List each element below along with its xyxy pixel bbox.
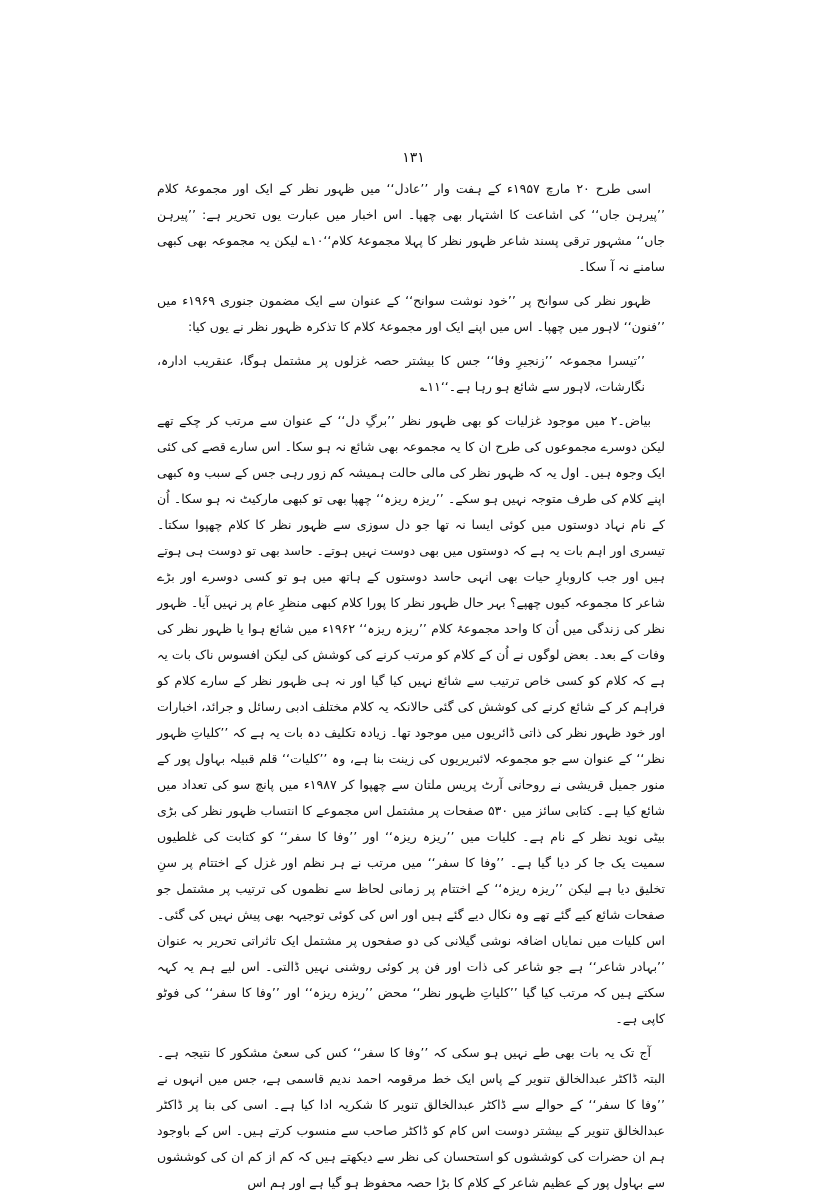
paragraph-4: آج تک یہ بات بھی طے نہیں ہو سکی کہ ’’وفا کا سفر‘‘ کس کی سعیٔ مشکور کا نتیجہ ہے۔ البتہ ڈاکٹر عبدالخالق تنویر کے پاس ایک خط مرقومہ احمد ندیم قاسمی ہے، جس میں انہوں نے ’’وفا کا سفر‘‘ کے حوالے سے ڈاکٹر عبدالخالق تنویر کا شکریہ ادا کیا ہے۔ اسی کی بنا پر ڈاکٹر عبدالخالق تنویر کے بیشتر دوست اس کام کو ڈاکٹر صاحب سے منسوب کرتے ہیں۔ اس کے باوجود ہم ان حضرات کی کوششوں کو استحسان کی نظر سے دیکھتے ہیں کہ کم از کم ان کی کوششوں سے بہاول پور کے عظیم شاعر کے کلام کا بڑا حصہ محفوظ ہو گیا ہے اور ہم اس: [157, 1045, 665, 1190]
paragraph-3: بیاض۔۲ میں موجود غزلیات کو بھی ظہور نظر ’’برگِ دل‘‘ کے عنوان سے مرتب کر چکے تھے لیکن دوسرے مجموعوں کی طرح ان کا یہ مجموعہ بھی شائع نہ ہو سکا۔ اس سارے قصے کی کئی ایک وجوہ ہیں۔ اول یہ کہ ظہور نظر کی مالی حالت ہمیشہ کم زور رہی جس کے سبب وہ کبھی اپنے کلام کی طرف متوجہ نہیں ہو سکے۔ ’’ریزہ ریزہ‘‘ چھپا بھی تو کبھی مارکیٹ نہ ہو سکا۔ اُن کے نام نہاد دوستوں میں کوئی ایسا نہ تھا جو دل سوزی سے ظہور نظر کا کلام چھپوا سکتا۔ تیسری اور اہم بات یہ ہے کہ دوستوں میں بھی دوست نہیں ہوتے۔ حاسد بھی تو دوست ہی ہوتے ہیں اور جب کاروبارِ حیات بھی انہی حاسد دوستوں کے ہاتھ میں ہو تو کسی دوسرے اور بڑے شاعر کا مجموعہ کیوں چھپے؟ بہر حال ظہور نظر کا پورا کلام کبھی منظرِ عام پر نہیں آیا۔ ظہور نظر کی زندگی میں اُن کا واحد مجموعۂ کلام ’’ریزہ ریزہ‘‘ ۱۹۶۲ء میں شائع ہوا یا ظہور نظر کی وفات کے بعد۔ بعض لوگوں نے اُن کے کلام کو مرتب کرنے کی کوشش کی لیکن افسوس ناک بات یہ ہے کہ کلام کو کسی خاص ترتیب سے شائع نہیں کیا گیا اور نہ ہی ظہور نظر کے سارے کلام کو فراہم کر کے شائع کرنے کی کوشش کی گئی حالانکہ یہ کلام مختلف ادبی رسائل و جرائد، اخبارات اور خود ظہور نظر کی ذاتی ڈائریوں میں موجود تھا۔ زیادہ تکلیف دہ بات یہ ہے کہ ’’کلیاتِ ظہور نظر‘‘ کے عنوان سے جو مجموعہ لائبریریوں کی زینت بنا ہے، وہ ’’کلیات‘‘ قلم قبیلہ بہاول پور کے منور جمیل قریشی نے روحانی آرٹ پریس ملتان سے چھپوا کر ۱۹۸۷ء میں پانچ سو کی تعداد میں شائع کیا ہے۔ کتابی سائز میں ۵۳۰ صفحات پر مشتمل اس مجموعے کا انتساب ظہور نظر کی بڑی بیٹی نوید نظر کے نام ہے۔ کلیات میں ’’ریزہ ریزہ‘‘ اور ’’وفا کا سفر‘‘ کو کتابت کی غلطیوں سمیت یک جا کر دیا گیا ہے۔ ’’وفا کا سفر‘‘ میں مرتب نے ہر نظم اور غزل کے اختتام پر سنِ تخلیق دیا ہے لیکن ’’ریزہ ریزہ‘‘ کے اختتام پر زمانی لحاظ سے نظموں کی ترتیب پر مشتمل جو صفحات شائع کیے گئے تھے وہ نکال دیے گئے ہیں اور اس کی کوئی توجیہہ بھی پیش نہیں کی گئی۔ اس کلیات میں نمایاں اضافہ نوشی گیلانی کی دو صفحوں پر مشتمل ایک تاثراتی تحریر بہ عنوان ’’بہادر شاعر‘‘ ہے جو شاعر کی ذات اور فن پر کوئی روشنی نہیں ڈالتی۔ اس لیے ہم یہ کہہ سکتے ہیں کہ مرتب کیا گیا ’’کلیاتِ ظہور نظر‘‘ محض ’’ریزہ ریزہ‘‘ اور ’’وفا کا سفر‘‘ کی فوٹو کاپی ہے۔: [157, 413, 665, 1026]
paragraph-1: اسی طرح ۲۰ مارچ ۱۹۵۷ء کے ہفت وار ’’عادل‘‘ میں ظہور نظر کے ایک اور مجموعۂ کلام ’’پیرہن جاں‘‘ کی اشاعت کا اشتہار بھی چھپا۔ اس اخبار میں عبارت یوں تحریر ہے: ’’پیرہن جاں‘‘ مشہور ترقی پسند شاعر ظہور نظر کا پہلا مجموعۂ کلام‘‘۱۰؎ لیکن یہ مجموعہ بھی کبھی سامنے نہ آ سکا۔: [157, 181, 665, 274]
block-quote: ’’تیسرا مجموعہ ’’زنجیرِ وفا‘‘ جس کا بیشتر حصہ غزلوں پر مشتمل ہوگا، عنقریب ادارہ، نگارشات، لاہور سے شائع ہو رہا ہے۔‘‘۱۱؎: [157, 353, 645, 394]
page-number: ۱۳۱: [402, 150, 425, 166]
page-body: [157, 176, 665, 1204]
paragraph-2: ظہور نظر کی سوانح پر ’’خود نوشت سوانح‘‘ کے عنوان سے ایک مضمون جنوری ۱۹۶۹ء میں ’’فنون‘‘ لاہور میں چھپا۔ اس میں اپنے ایک اور مجموعۂ کلام کا تذکرہ ظہور نظر نے یوں کیا:: [157, 293, 665, 334]
